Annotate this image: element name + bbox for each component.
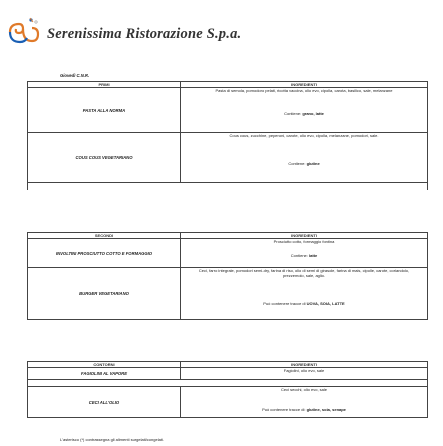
dish-ingredients: Fagiolini, olio evo, sale	[283, 368, 325, 373]
ingredients-header: INGREDIENTI	[181, 82, 428, 88]
table-row	[28, 239, 428, 268]
footnote: L'asterisco (*) contrassegna gli alimenti surgelati/congelati.	[60, 437, 164, 442]
day-label: Giovedì C.N.R.	[60, 73, 90, 78]
dish-allergens: Può contenere tracce di UOVA, SOIA, LATTE	[263, 300, 345, 306]
table-row	[28, 88, 428, 133]
table-row	[28, 268, 428, 320]
dish-allergens: Contiene: grano, latte	[284, 110, 324, 116]
company-name: Serenissima Ristorazione S.p.a.	[47, 26, 242, 42]
table-row	[28, 133, 428, 183]
table-row	[28, 368, 428, 380]
dish-ingredients: Prosciutto cotto, formaggio fontina	[273, 239, 335, 244]
secondi-header: SECONDI	[28, 233, 181, 239]
secondi-table	[27, 232, 428, 320]
dish-ingredients: Pasta di semola, pomodoro pelati, ricotta vaccina, olio evo, cipolla, carota, basilico, sale, melanzane	[215, 88, 393, 93]
dish-allergens: Può contenere tracce di: glutine, soia, senape	[262, 406, 346, 412]
dish-allergens: Contiene: glutine	[288, 160, 320, 166]
primi-table	[27, 81, 428, 190]
dish-ingredients: Cous cous, zucchine, peperoni, carote, olio evo, cipolla, melanzane, pomodori, sale.	[229, 133, 379, 138]
dish-name: FAGIOLINI AL VAPORE	[81, 371, 127, 376]
dish-ingredients: Ceci secchi, olio evo, sale	[280, 387, 328, 392]
dish-allergens: Contiene: latte	[290, 252, 318, 258]
table-row	[28, 387, 428, 418]
ingredients-header: INGREDIENTI	[181, 233, 428, 239]
dish-name: CECI ALL'OLIO	[88, 399, 120, 405]
dish-name: INVOLTINI PROSCIUTTO COTTO E FORMAGGIO	[55, 250, 153, 256]
header	[6, 16, 436, 52]
primi-header: PRIMI	[28, 82, 181, 88]
dish-name: BURGER VEGETARIANO	[79, 291, 129, 296]
dish-name: COUS COUS VEGETARIANO	[75, 155, 133, 160]
contorni-table	[27, 361, 428, 418]
dish-ingredients: Ceci, farro integrale, pomodori semi-dry, farina di riso, olio di semi di girasole, farina di mais, cipolle, carote, coriandolo, prezzemolo, sale, aglio.	[198, 268, 410, 278]
contorni-header: CONTORNI	[28, 362, 181, 368]
company-logo	[6, 16, 40, 46]
dish-name: PASTA ALLA NORMA	[82, 107, 126, 113]
ingredients-header: INGREDIENTI	[181, 362, 428, 368]
